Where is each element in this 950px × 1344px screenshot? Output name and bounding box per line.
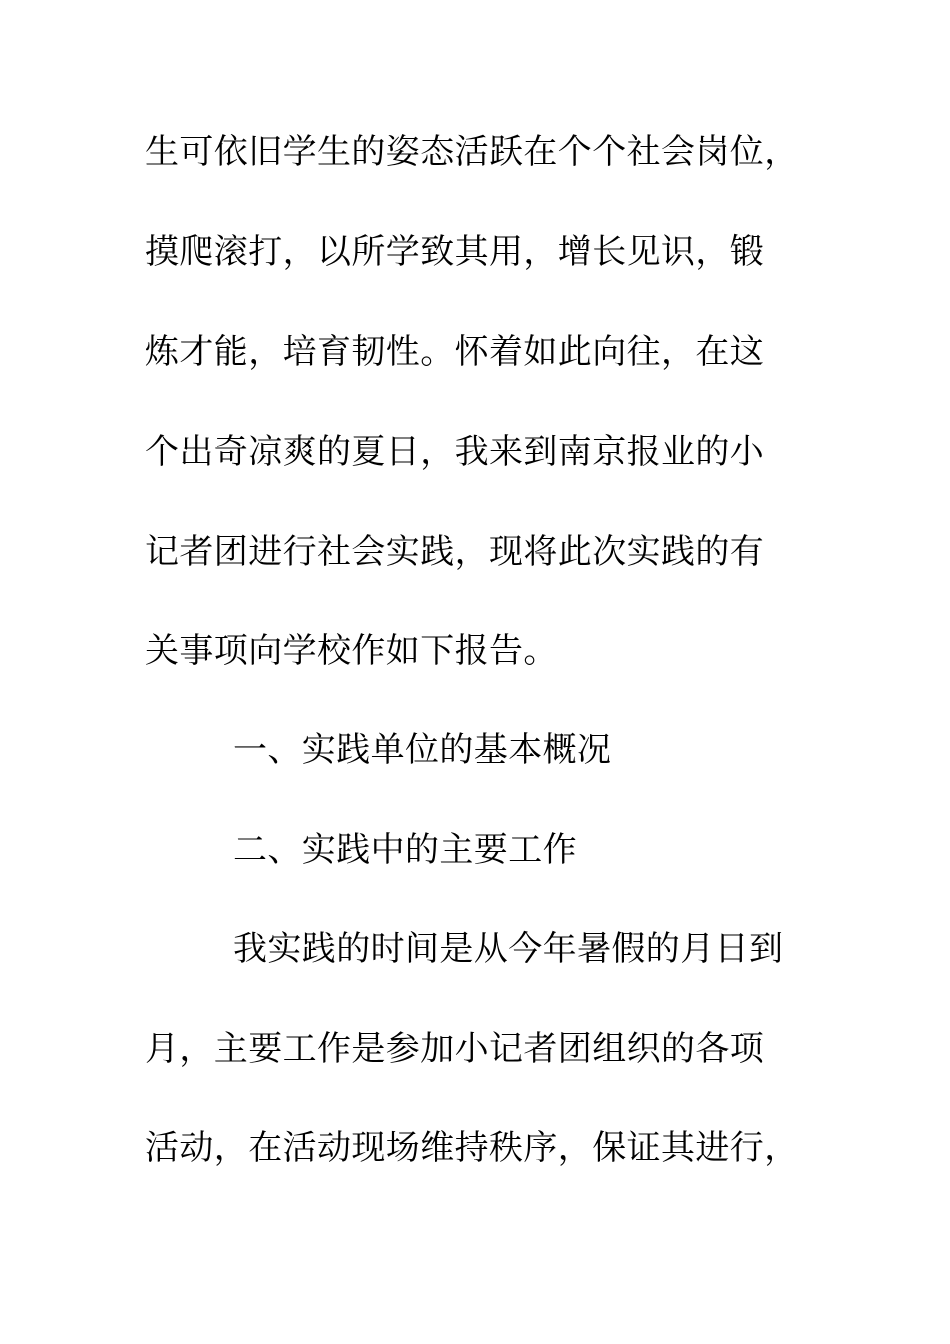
section-heading: 一、实践单位的基本概况 bbox=[233, 730, 612, 770]
text-line: 摸爬滚打，以所学致其用，增长见识，锻 bbox=[145, 232, 765, 272]
text-line: 记者团进行社会实践，现将此次实践的有 bbox=[145, 532, 765, 572]
section-heading: 二、实践中的主要工作 bbox=[233, 830, 577, 870]
text-line: 个出奇凉爽的夏日，我来到南京报业的小 bbox=[145, 432, 765, 472]
text-line: 生可依旧学生的姿态活跃在个个社会岗位， bbox=[145, 132, 799, 172]
text-line: 活动，在活动现场维持秩序，保证其进行， bbox=[145, 1128, 799, 1168]
text-line: 炼才能，培育韧性。怀着如此向往，在这 bbox=[145, 332, 765, 372]
paragraph-start: 我实践的时间是从今年暑假的月日到 bbox=[233, 929, 784, 969]
text-line: 关事项向学校作如下报告。 bbox=[145, 631, 558, 671]
text-line: 月，主要工作是参加小记者团组织的各项 bbox=[145, 1029, 765, 1069]
